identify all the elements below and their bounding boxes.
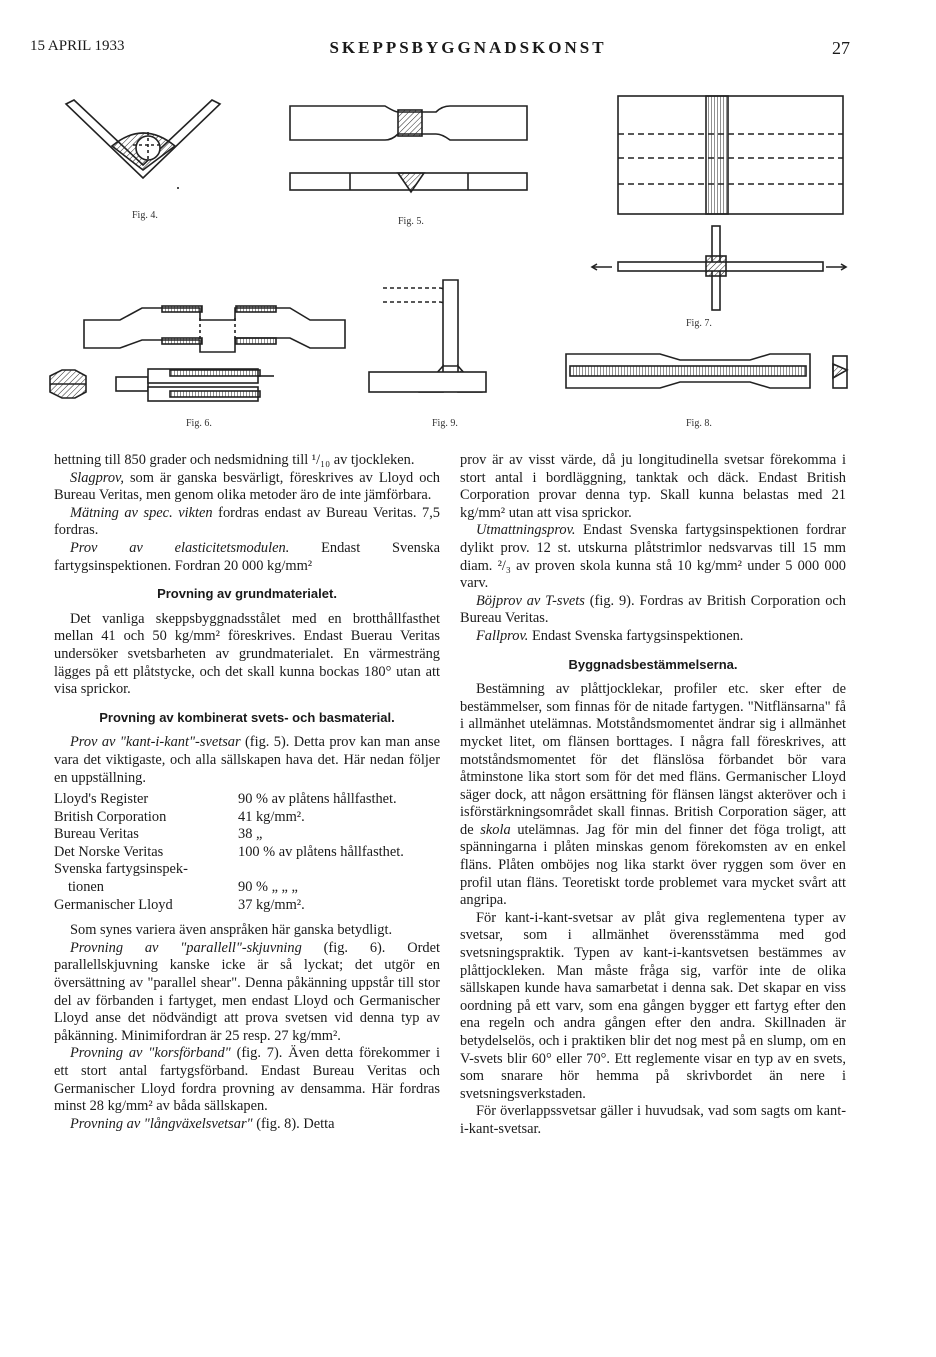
fig5-caption: Fig. 5. — [398, 216, 424, 227]
section-heading: Byggnadsbestämmelserna. — [568, 656, 738, 672]
fig6-drawing — [50, 306, 345, 401]
paragraph: Mätning av spec. vikten fordras endast av Bureau Veritas. 7,5 fordras. — [54, 504, 441, 539]
paragraph: Provning av "långväxelsvetsar" (fig. 8). Detta — [70, 1115, 335, 1132]
paragraph: prov är av visst värde, då ju longitudinella svetsar förekomma i stort antal i bordläggning, tanktak och däck. Endast British Corporation provar denna typ. Skall kunna belastas med 21 kg/mm² utan att visa sprickor. — [460, 452, 846, 521]
right-column — [460, 452, 846, 1139]
fig4-caption: Fig. 4. — [132, 210, 158, 221]
paragraph: För kant-i-kant-svetsar av plåt giva reglementena typer av svetsar, som i allmänhet överensstämma med god svetsningspraktik. Typen av kant-i-kantsvetsen bestämmes av plåttjockleken. Man måste fråga sig, varför inte de olika sällskapen kunde hava samarbetat i denna sak. Det skapar en viss oordning på ett varv, som ena gången bygger ett fartyg efter den ena regeln och andra gången efter den andra. Skillnaden är betydelselös, och i praktiken blir det nog mest på en slump, om en V-svets blir 60° eller 70°. Ett reglemente visar en typ av en svets, som snarare hör hemma på skrivbordet än nere i svetsningsverkstaden. — [460, 909, 846, 1102]
requirements-table — [54, 791, 404, 914]
fig8-caption: Fig. 8. — [686, 418, 712, 429]
table-row: Svenska fartygsinspek- — [54, 861, 188, 878]
fig7-drawing — [592, 96, 846, 310]
paragraph: Provning av "parallell"-skjuvning (fig. 6). Ordet parallellskjuvning kanske icke är så lyckat; det utgör en översättning av "parallel shear". Denna påkänning uppstår till stor del av förbanden i fartyget, men endast Lloyd och Germanischer Lloyd anse det nödvändigt att prova svetsen vid denna typ av påkänning. Minimifordran är 25 resp. 27 kg/mm². — [54, 939, 440, 1044]
fig5-drawing — [290, 106, 527, 192]
page-number: 27 — [832, 38, 850, 58]
paragraph: Prov av elasticitetsmodulen. Endast Svenska fartygsinspektionen. Fordran 20 000 kg/mm² — [54, 539, 440, 574]
paragraph: Slagprov, som är ganska besvärligt, föreskrives av Lloyd och Bureau Veritas, men genom olika metoder äro de inte jämförbara. — [54, 469, 440, 504]
paragraph: Böjprov av T-svets (fig. 9). Fordras av British Corporation och Bureau Veritas. — [460, 592, 846, 627]
table-row: Det Norske Veritas 100 % av plåtens hållfasthet. — [54, 843, 404, 860]
table-row: Germanischer Lloyd 37 kg/mm². — [54, 896, 305, 913]
fig4-drawing — [66, 100, 220, 189]
paragraph: Som synes variera även anspråken här ganska betydligt. — [70, 922, 393, 939]
paragraph: Fallprov. Endast Svenska fartygsinspektionen. — [476, 627, 744, 644]
paragraph: Utmattningsprov. Endast Svenska fartygsinspektionen fordrar dylikt prov. 12 st. utskurna plåtstrimlor nedsvarvas till 15 mm diam. ²/₃ av proven skola kunna stå 10 kg/mm² under 5 000 000 varv. — [460, 522, 846, 592]
table-row: Lloyd's Register 90 % av plåtens hållfasthet. — [54, 791, 397, 808]
section-heading: Provning av grundmaterialet. — [157, 586, 337, 602]
table-row: Bureau Veritas 38 „ — [54, 826, 263, 843]
fig9-drawing — [369, 280, 486, 392]
left-column — [54, 452, 440, 1133]
fig7-caption: Fig. 7. — [686, 318, 712, 329]
journal-title: SKEPPSBYGGNADSKONST — [329, 38, 607, 57]
paragraph: För överlappssvetsar gäller i huvudsak, vad som sagts om kant-i-kant-svetsar. — [460, 1103, 846, 1137]
paragraph: Bestämning av plåttjocklekar, profiler etc. sker efter de bestämmelser, som finnas för de nitade fartygen. "Nitflänsarna" få i allmänhet utelämnas. Motståndsmomentet ändrar sig i allmänhet mycket litet, om flänsen borttages. I några fall föreskrives, att motståndsmomentet för det flänslösa förbandet bör vara åtminstone lika stort som för det med fläns. Germanischer Lloyd säger dock, att någon ersättning för flänsen längst akteröver och i isförstärkningsområdet skall finnas. British Corporation säger, att de skola utelämnas. Jag för min del finner det föga troligt, att spänningarna i plåten minskas genom förekomsten av en enkel fläns. Plåten omböjes nog lika starkt över ryggen som över en profil utan fläns. Teoretiskt torde problemet vara mycket svårt att angripa. — [460, 681, 846, 909]
paragraph: Det vanliga skeppsbyggnadsstålet med en brotthållfasthet mellan 41 och 50 kg/mm² föreskrives. Endast Buerau Veritas undersöker svetsbarheten av grundmaterialet. En värmesträng lägges på ett plåtstycke, och det skall kunna bockas 180° utan att visa sprickor. — [54, 610, 440, 698]
paragraph: Prov av "kant-i-kant"-svetsar (fig. 5). Detta prov kan man anse vara det viktigaste, och alla sällskapen hava det. Här nedan följer en uppställning. — [54, 734, 441, 786]
fig9-caption: Fig. 9. — [432, 418, 458, 429]
paragraph: hettning till 850 grader och nedsmidning till ¹/₁₀ av tjockleken. — [54, 452, 415, 468]
fig6-caption: Fig. 6. — [186, 418, 212, 429]
table-row: British Corporation 41 kg/mm². — [54, 808, 305, 825]
section-heading: Provning av kombinerat svets- och basmaterial. — [99, 709, 395, 725]
issue-date: 15 APRIL 1933 — [30, 38, 125, 54]
fig8-drawing — [566, 354, 847, 388]
paragraph: Provning av "korsförband" (fig. 7). Även detta förekommer i ett stort antal fartygsförband. Endast Bureau Veritas och Germanischer Lloyd fordra provning av densamma. Här fordras minst 28 kg/mm² av båda sällskapen. — [54, 1045, 440, 1115]
table-row: tionen 90 % „ „ „ — [68, 879, 298, 896]
